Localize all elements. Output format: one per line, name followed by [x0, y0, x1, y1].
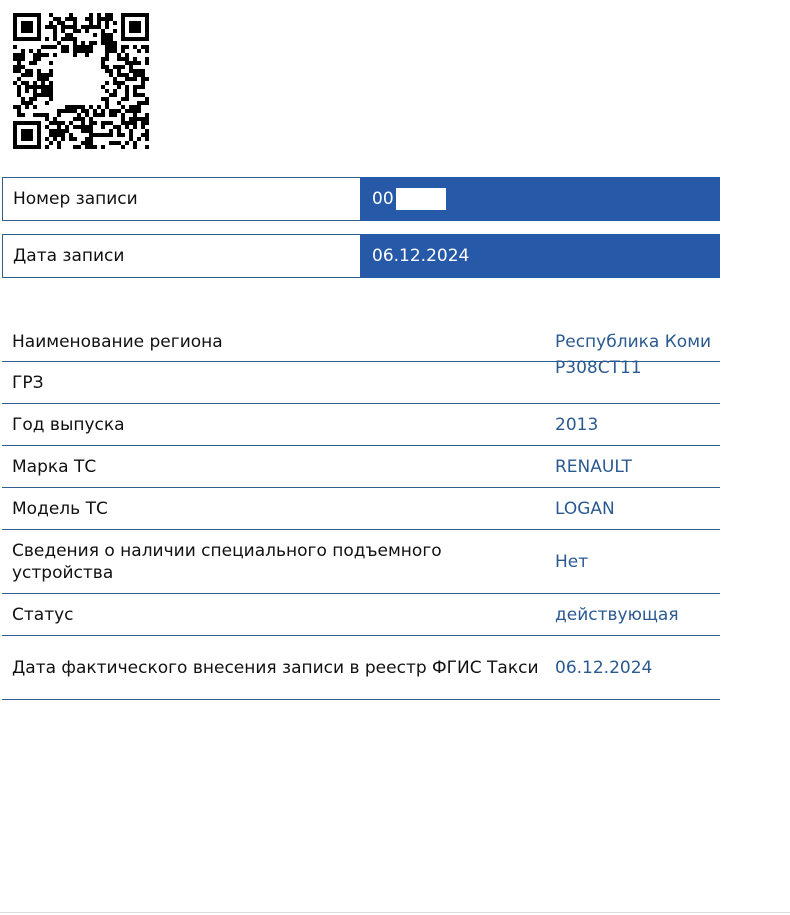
plate-value: Р308СТ11	[555, 357, 642, 378]
record-number-label: Номер записи	[2, 177, 360, 221]
status-value: действующая	[555, 604, 679, 625]
table-row	[2, 594, 720, 636]
details-table	[2, 320, 720, 700]
model-value: LOGAN	[555, 498, 615, 519]
lift-device-value: Нет	[555, 551, 589, 572]
table-row	[2, 320, 720, 362]
region-value: Республика Коми	[555, 331, 712, 352]
make-label: Марка ТС	[12, 456, 97, 477]
table-row	[2, 404, 720, 446]
record-date-label: Дата записи	[2, 234, 360, 278]
lift-device-label: Сведения о наличии специального подъемного устройства	[12, 540, 442, 583]
table-row	[2, 357, 720, 404]
record-number-value-cell	[360, 177, 720, 221]
page-divider	[0, 912, 790, 913]
registry-date-label: Дата фактического внесения записи в реестр ФГИС Такси	[12, 657, 539, 678]
record-number-row	[2, 177, 720, 221]
model-label: Модель ТС	[12, 498, 108, 519]
status-label: Статус	[12, 604, 74, 625]
make-value: RENAULT	[555, 456, 632, 477]
year-label: Год выпуска	[12, 414, 125, 435]
year-value: 2013	[555, 414, 599, 435]
table-row	[2, 636, 720, 700]
region-label: Наименование региона	[12, 331, 223, 352]
redaction-box	[396, 188, 446, 210]
plate-value-cell	[545, 357, 720, 394]
record-date-row	[2, 234, 720, 278]
plate-label: ГРЗ	[12, 372, 44, 393]
table-row	[2, 530, 720, 594]
table-row	[2, 488, 720, 530]
record-number-value: 00	[372, 189, 394, 209]
registry-date-value: 06.12.2024	[555, 657, 653, 678]
table-row	[2, 446, 720, 488]
record-date-value: 06.12.2024	[360, 234, 720, 278]
qr-code	[13, 13, 149, 149]
